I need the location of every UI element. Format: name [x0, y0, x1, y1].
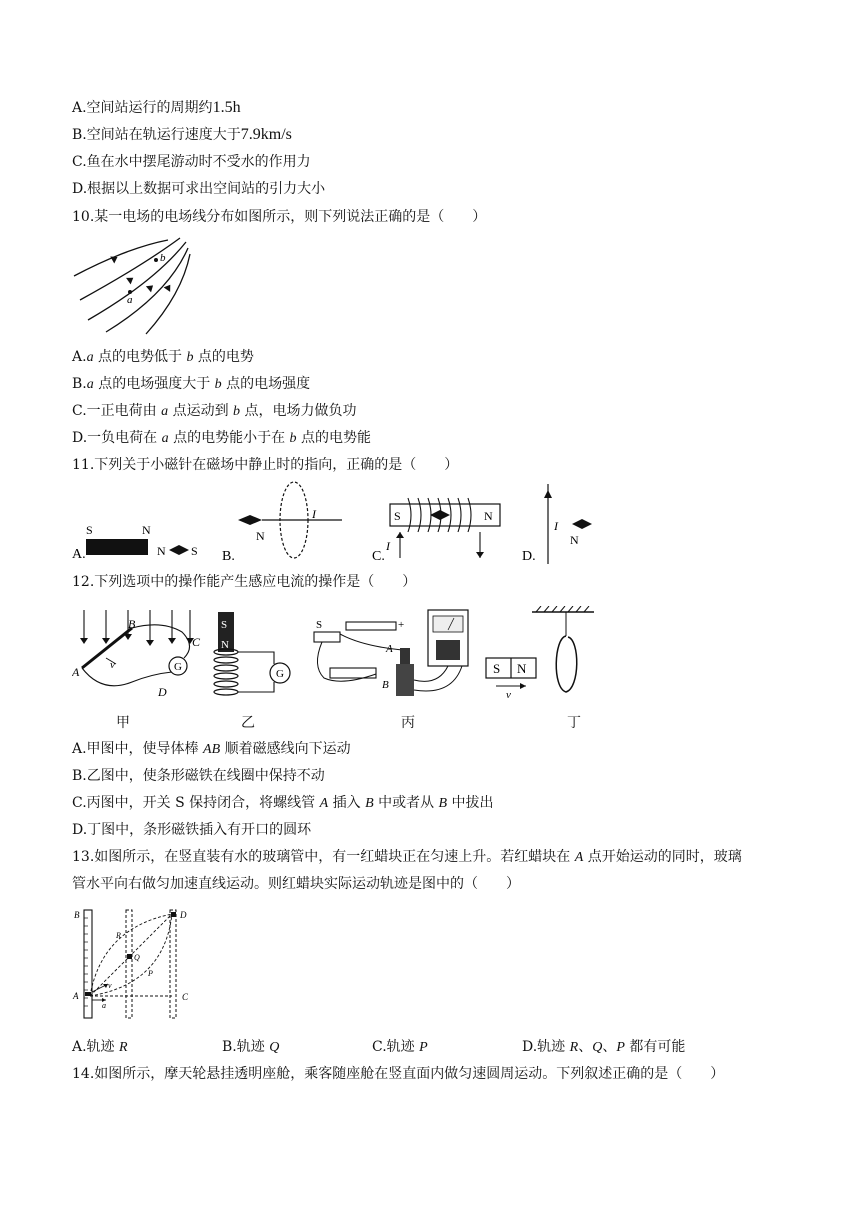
q12-option-d: D.丁图中，条形磁铁插入有开口的圆环 [72, 822, 312, 838]
svg-text:Q: Q [134, 953, 140, 962]
q12-caption-yi: 乙 [241, 715, 255, 731]
svg-text:S: S [191, 544, 198, 558]
q12-figure-jia [72, 602, 212, 698]
q11-figure-c [372, 488, 512, 564]
svg-text:I: I [386, 539, 390, 553]
svg-text:S: S [316, 619, 323, 631]
svg-text:I: I [554, 519, 558, 533]
svg-text:G: G [174, 661, 182, 673]
q11-figure-d [522, 482, 612, 564]
q13-stem-line2: 管水平向右做匀加速直线运动。则红蜡块实际运动轨迹是图中的（ ） [72, 876, 520, 892]
q13-option-a: A.轨迹 R [72, 1039, 128, 1055]
q13-trajectory-figure [72, 904, 196, 1024]
svg-text:I: I [312, 507, 316, 521]
svg-text:S: S [394, 509, 401, 523]
svg-text:B: B [382, 679, 389, 691]
svg-text:A: A [73, 991, 79, 1001]
compass-needle-icon [238, 515, 262, 525]
q11-stem: 11.下列关于小磁针在磁场中静止时的指向，正确的是（ ） [72, 457, 459, 473]
q12-caption-jia: 甲 [116, 715, 130, 731]
svg-text:N: N [517, 661, 527, 676]
svg-text:v: v [506, 689, 511, 700]
svg-text:N: N [157, 544, 166, 558]
q11-label-b: B. [222, 549, 235, 564]
q12-option-b: B.乙图中，使条形磁铁在线圈中保持不动 [72, 768, 325, 784]
q11-label-c: C. [372, 549, 385, 564]
svg-text:S: S [86, 523, 93, 537]
q10-stem: 10.某一电场的电场线分布如图所示，则下列说法正确的是（ ） [72, 209, 487, 225]
svg-text:S: S [493, 661, 501, 676]
svg-text:S: S [221, 619, 228, 631]
q10-option-b: B.a 点的电场强度大于 b 点的电场强度 [72, 376, 311, 392]
compass-needle-icon [572, 519, 592, 529]
svg-text:C: C [192, 635, 201, 649]
q10-point-a-label: a [127, 294, 133, 306]
svg-text:G: G [276, 668, 284, 680]
svg-text:+: + [398, 619, 405, 631]
q13-option-c: C.轨迹 P [372, 1039, 428, 1055]
q12-figure-yi [204, 608, 298, 700]
svg-text:B: B [74, 910, 80, 920]
compass-needle-icon [430, 510, 450, 520]
svg-text:N: N [484, 509, 493, 523]
q11-label-a: A. [72, 547, 86, 562]
q12-figure-ding [484, 606, 610, 700]
q10-option-d: D.一负电荷在 a 点的电势能小于在 b 点的电势能 [72, 430, 371, 446]
q9-option-d: D.根据以上数据可求出空间站的引力大小 [72, 181, 326, 197]
svg-text:N: N [142, 523, 151, 537]
q10-option-a: A.a 点的电势低于 b 点的电势 [72, 349, 254, 365]
svg-text:a: a [102, 1001, 106, 1010]
q12-option-c: C.丙图中，开关 S 保持闭合，将螺线管 A 插入 B 中或者从 B 中拔出 [72, 795, 494, 811]
svg-text:A: A [72, 665, 80, 679]
svg-text:N: N [570, 533, 579, 547]
q11-label-d: D. [522, 549, 536, 564]
q12-figure-bing [302, 606, 472, 702]
q13-stem-line1: 13.如图所示，在竖直装有水的玻璃管中，有一红蜡块正在匀速上升。若红蜡块在 A 点开始运动的同时，玻璃 [72, 849, 742, 865]
q11-figure-b [222, 480, 352, 564]
svg-text:A: A [386, 643, 393, 655]
svg-text:R: R [116, 931, 121, 940]
svg-text:N: N [256, 529, 265, 543]
q14-stem: 14.如图所示，摩天轮悬挂透明座舱，乘客随座舱在竖直面内做匀速圆周运动。下列叙述正确的是（ ） [72, 1066, 725, 1082]
q12-stem: 12.下列选项中的操作能产生感应电流的操作是（ ） [72, 574, 417, 590]
q12-caption-bing: 丙 [401, 715, 415, 731]
q10-field-lines-figure [72, 234, 194, 338]
q10-point-b-label: b [160, 252, 166, 264]
q11-figure-a [72, 518, 217, 564]
svg-text:B: B [128, 617, 136, 631]
q13-option-b: B.轨迹 Q [222, 1039, 280, 1055]
svg-text:P: P [148, 969, 153, 978]
svg-text:N: N [221, 639, 229, 651]
svg-text:v: v [108, 981, 112, 990]
svg-text:C: C [182, 992, 189, 1002]
svg-text:D: D [158, 685, 167, 698]
compass-needle-icon [169, 545, 189, 555]
q12-option-a: A.甲图中，使导体棒 AB 顺着磁感线向下运动 [72, 741, 351, 757]
svg-text:D: D [180, 910, 187, 920]
q9-option-c: C.鱼在水中摆尾游动时不受水的作用力 [72, 154, 311, 170]
q13-option-d: D.轨迹 R、Q、P 都有可能 [522, 1039, 686, 1055]
q10-option-c: C.一正电荷由 a 点运动到 b 点，电场力做负功 [72, 403, 357, 419]
q12-caption-ding: 丁 [567, 715, 581, 731]
bar-magnet [86, 539, 148, 555]
q9-option-b: B.空间站在轨运行速度大于7.9km/s [72, 126, 292, 143]
svg-text:v: v [110, 659, 115, 671]
q9-option-a: A.空间站运行的周期约1.5h [72, 99, 241, 116]
